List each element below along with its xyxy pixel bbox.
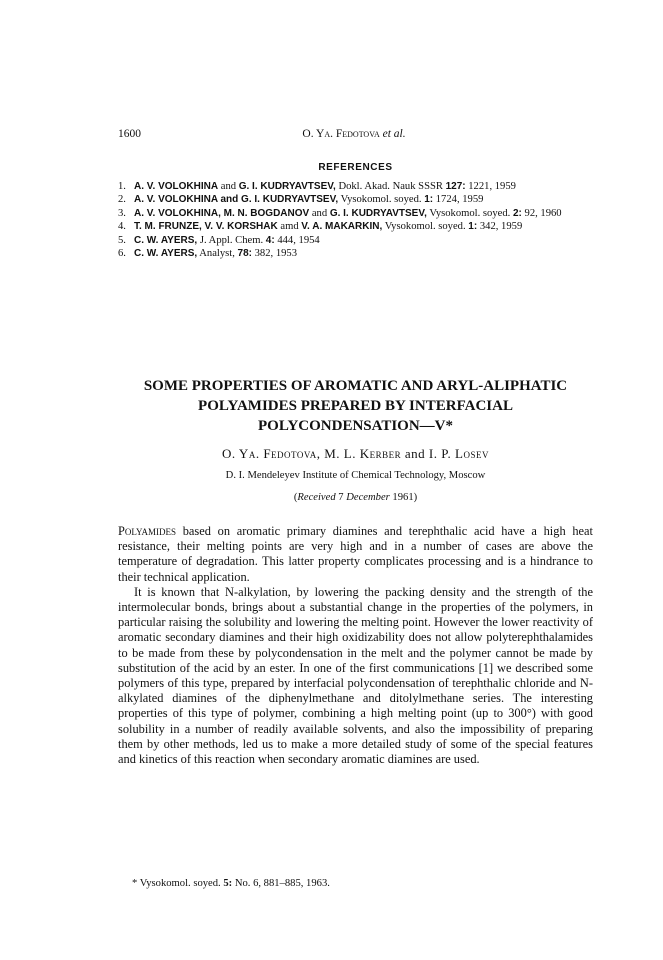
received-date: (Received 7 December 1961) <box>293 492 418 503</box>
page-header <box>118 128 590 144</box>
footnote: * Vysokomol. soyed. 5: No. 6, 881–885, 1963. <box>132 878 330 889</box>
paragraph: Polyamides based on aromatic primary diamines and terephthalic acid have a high heat resistance, their melting points are very high and in a number of cases are above the temperature of degradation. This latter property complicates processing and is a hindrance to their technical application. <box>118 524 593 584</box>
references-title: REFERENCES <box>318 162 393 173</box>
paragraph: It is known that N-alkylation, by lowering the packing density and the strength of the intermolecular bonds, brings about a substantial change in the properties of the polymers, in particular raising the solubility and lowering the melting point. However the lower reactivity of aromatic secondary diamines and their high oxidizability does not allow polyterephthalamides to be made from these by polycondensation in the melt and the polymer cannot be made by substitution of the acid by an ester. In one of the first communications [1] we described some polymers of this type, prepared by interfacial polycondensation of terephthalic chloride and N-alkylated diamines of the diphenylmethane and ditolylmethane series. The interesting properties of this type of polymer, combining a high melting point (up to 300°) with good solubility in a number of readily available solvents, and also the impossibility of preparing them by other methods, led us to make a more detailed study of some of the special features and kinetics of this reaction when secondary aromatic diamines are used. <box>118 584 593 767</box>
reference-item: 3. A. V. VOLOKHINA, M. N. BOGDANOV and G. I. KUDRYAVTSEV, Vysokomol. soyed. 2: 92, 1960 <box>118 207 562 219</box>
reference-item: 1. A. V. VOLOKHINA and G. I. KUDRYAVTSEV, Dokl. Akad. Nauk SSSR 127: 1221, 1959 <box>118 181 516 192</box>
author-affiliation: D. I. Mendeleyev Institute of Chemical Technology, Moscow <box>225 470 486 481</box>
article-title: SOME PROPERTIES OF AROMATIC AND ARYL-ALIPHATIC POLYAMIDES PREPARED BY INTERFACIAL POLYCONDENSATION—V* <box>143 378 568 434</box>
reference-item: 4. T. M. FRUNZE, V. V. KORSHAK amd V. A. MAKARKIN, Vysokomol. soyed. 1: 342, 1959 <box>118 221 523 233</box>
reference-item: 5. C. W. AYERS, J. Appl. Chem. 4: 444, 1954 <box>118 234 320 246</box>
article-body <box>118 524 593 767</box>
article-authors: O. Ya. Fedotova, M. L. Kerber and I. P. Losev <box>222 446 489 461</box>
reference-item: 2. A. V. VOLOKHINA and G. I. KUDRYAVTSEV, Vysokomol. soyed. 1: 1724, 1959 <box>118 194 484 206</box>
page-number: 1600 <box>118 128 141 140</box>
reference-item: 6. C. W. AYERS, Analyst, 78: 382, 1953 <box>118 248 297 260</box>
references-list <box>118 180 593 260</box>
running-head: O. Ya. Fedotova et al. <box>302 128 406 140</box>
